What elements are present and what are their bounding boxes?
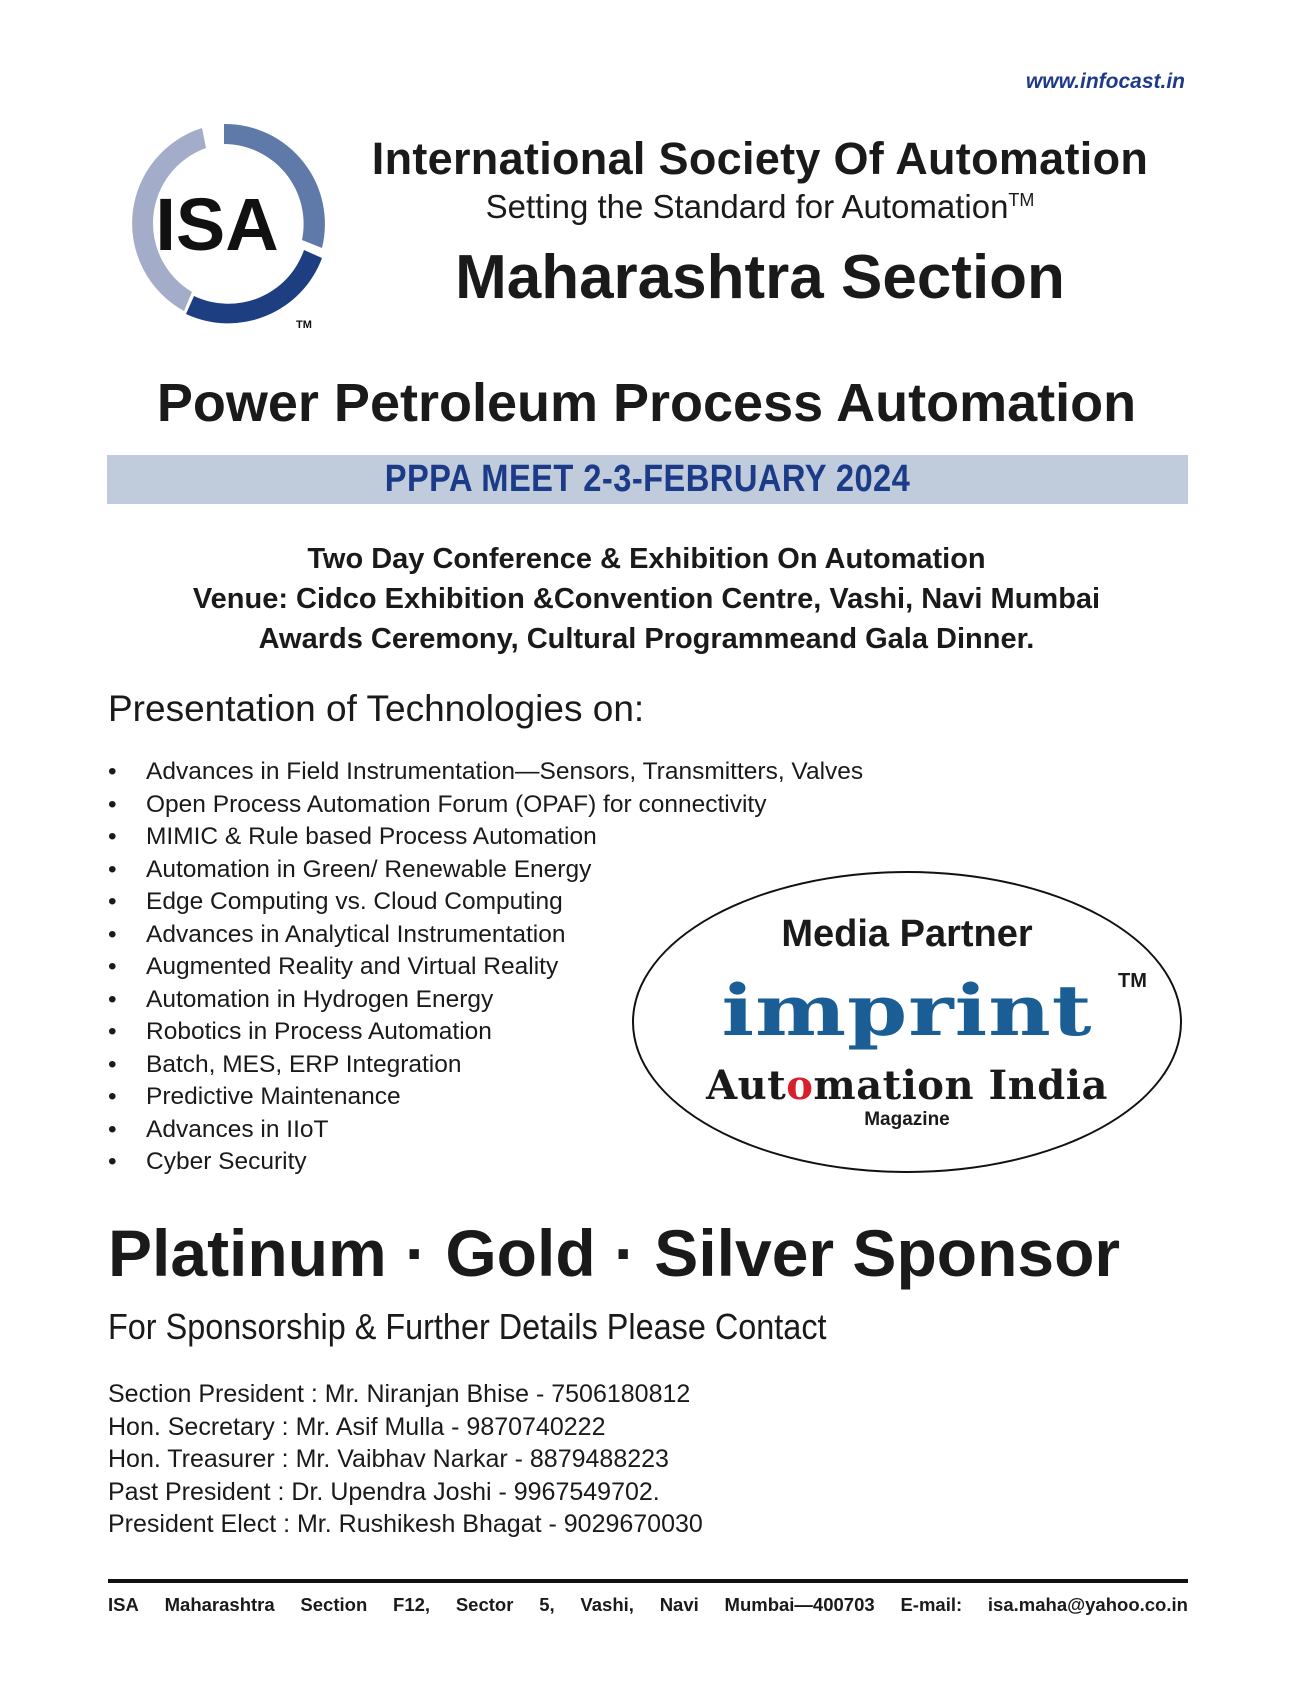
list-item <box>108 856 863 889</box>
meet-date: PPPA MEET 2-3-FEBRUARY 2024 <box>384 458 911 500</box>
list-item-text: Automation in Hydrogen Energy <box>146 985 494 1013</box>
org-name: International Society Of Automation <box>371 133 1149 184</box>
contact-item: Hon. Treasurer : Mr. Vaibhav Narkar - 8879488223 <box>108 1445 669 1473</box>
bullet: • <box>108 1115 117 1143</box>
list-item-text: Advances in Field Instrumentation—Sensors, Transmitters, Valves <box>146 758 864 785</box>
bullet: • <box>108 985 117 1013</box>
footer-word: Maharashtra <box>164 1594 275 1615</box>
imprint-tm: TM <box>1118 970 1147 992</box>
magazine-label: Magazine <box>864 1109 950 1130</box>
footer-word: Navi <box>659 1594 699 1615</box>
footer-word: Vashi, <box>580 1594 634 1615</box>
footer-email[interactable]: isa.maha@yahoo.co.in <box>987 1594 1188 1615</box>
sponsor-heading: Platinum · Gold · Silver Sponsor <box>108 1216 1121 1290</box>
list-item-text: Batch, MES, ERP Integration <box>146 1050 462 1078</box>
bullet: • <box>108 1018 117 1045</box>
bullet: • <box>108 1148 117 1175</box>
event-title: Power Petroleum Process Automation <box>156 373 1137 433</box>
list-item-text: Augmented Reality and Virtual Reality <box>146 953 559 980</box>
automation-india-red-o: o <box>786 1062 814 1109</box>
contact-item: Past President : Dr. Upendra Joshi - 9967549702. <box>108 1477 660 1506</box>
isa-logo <box>108 108 340 340</box>
automation-india-part-1: Aut <box>706 1062 787 1109</box>
imprint-logo: imprint <box>721 969 1093 1052</box>
contact-item: Hon. Secretary : Mr. Asif Mulla - 9870740222 <box>108 1412 606 1441</box>
bullet: • <box>108 758 117 785</box>
list-item-text: MIMIC & Rule based Process Automation <box>146 823 597 850</box>
list-item <box>108 1148 863 1181</box>
contact-item: Section President : Mr. Niranjan Bhise - 7506180812 <box>108 1380 691 1408</box>
contacts-list <box>108 1380 703 1543</box>
list-item-text: Advances in Analytical Instrumentation <box>146 920 566 948</box>
bullet: • <box>108 1083 117 1110</box>
footer-word: Mumbai—400703 <box>724 1594 875 1615</box>
list-item <box>108 791 863 824</box>
contact-item: President Elect : Mr. Rushikesh Bhagat - 9029670030 <box>108 1510 703 1538</box>
footer-word: 5, <box>539 1594 555 1615</box>
list-item-text: Automation in Green/ Renewable Energy <box>146 855 592 883</box>
technologies-heading: Presentation of Technologies on: <box>108 688 645 729</box>
list-item-text: Cyber Security <box>146 1148 307 1175</box>
footer-divider <box>108 1579 1188 1583</box>
media-partner-label: Media Partner <box>781 913 1033 955</box>
logo-tm: TM <box>296 319 312 331</box>
bullet: • <box>108 790 117 818</box>
automation-india-title <box>632 1062 1182 1109</box>
event-info-conference: Two Day Conference & Exhibition On Automation <box>307 543 986 575</box>
tagline-text: Setting the Standard for Automation <box>485 188 1009 225</box>
section-title: Maharashtra Section <box>455 243 1065 312</box>
tagline <box>330 188 1190 226</box>
footer-address <box>108 1594 1188 1616</box>
bullet: • <box>108 1050 117 1078</box>
bullet: • <box>108 953 117 980</box>
website-url[interactable]: www.infocast.in <box>1025 70 1185 93</box>
list-item-text: Edge Computing vs. Cloud Computing <box>146 888 563 915</box>
tagline-tm: TM <box>1008 190 1035 210</box>
list-item <box>108 823 863 856</box>
list-item-text: Open Process Automation Forum (OPAF) for connectivity <box>146 790 767 818</box>
bullet: • <box>108 823 117 850</box>
bullet: • <box>108 888 117 915</box>
contact-heading: For Sponsorship & Further Details Please Contact <box>108 1306 827 1347</box>
event-info-awards: Awards Ceremony, Cultural Programmeand Gala Dinner. <box>258 623 1035 655</box>
logo-text: ISA <box>155 183 279 266</box>
footer-word: ISA <box>108 1594 139 1615</box>
footer-word: Section <box>300 1594 368 1615</box>
footer-word: E-mail: <box>900 1594 963 1615</box>
list-item-text: Predictive Maintenance <box>146 1083 401 1110</box>
list-item-text: Robotics in Process Automation <box>146 1018 492 1045</box>
list-item-text: Advances in IIoT <box>146 1115 329 1143</box>
event-info-venue: Venue: Cidco Exhibition &Convention Centre, Vashi, Navi Mumbai <box>192 583 1101 615</box>
bullet: • <box>108 920 117 948</box>
footer-word: Sector <box>455 1594 514 1615</box>
list-item <box>108 758 863 791</box>
footer-word: F12, <box>393 1594 431 1615</box>
automation-india-part-2: mation India <box>813 1062 1108 1109</box>
bullet: • <box>108 855 117 883</box>
